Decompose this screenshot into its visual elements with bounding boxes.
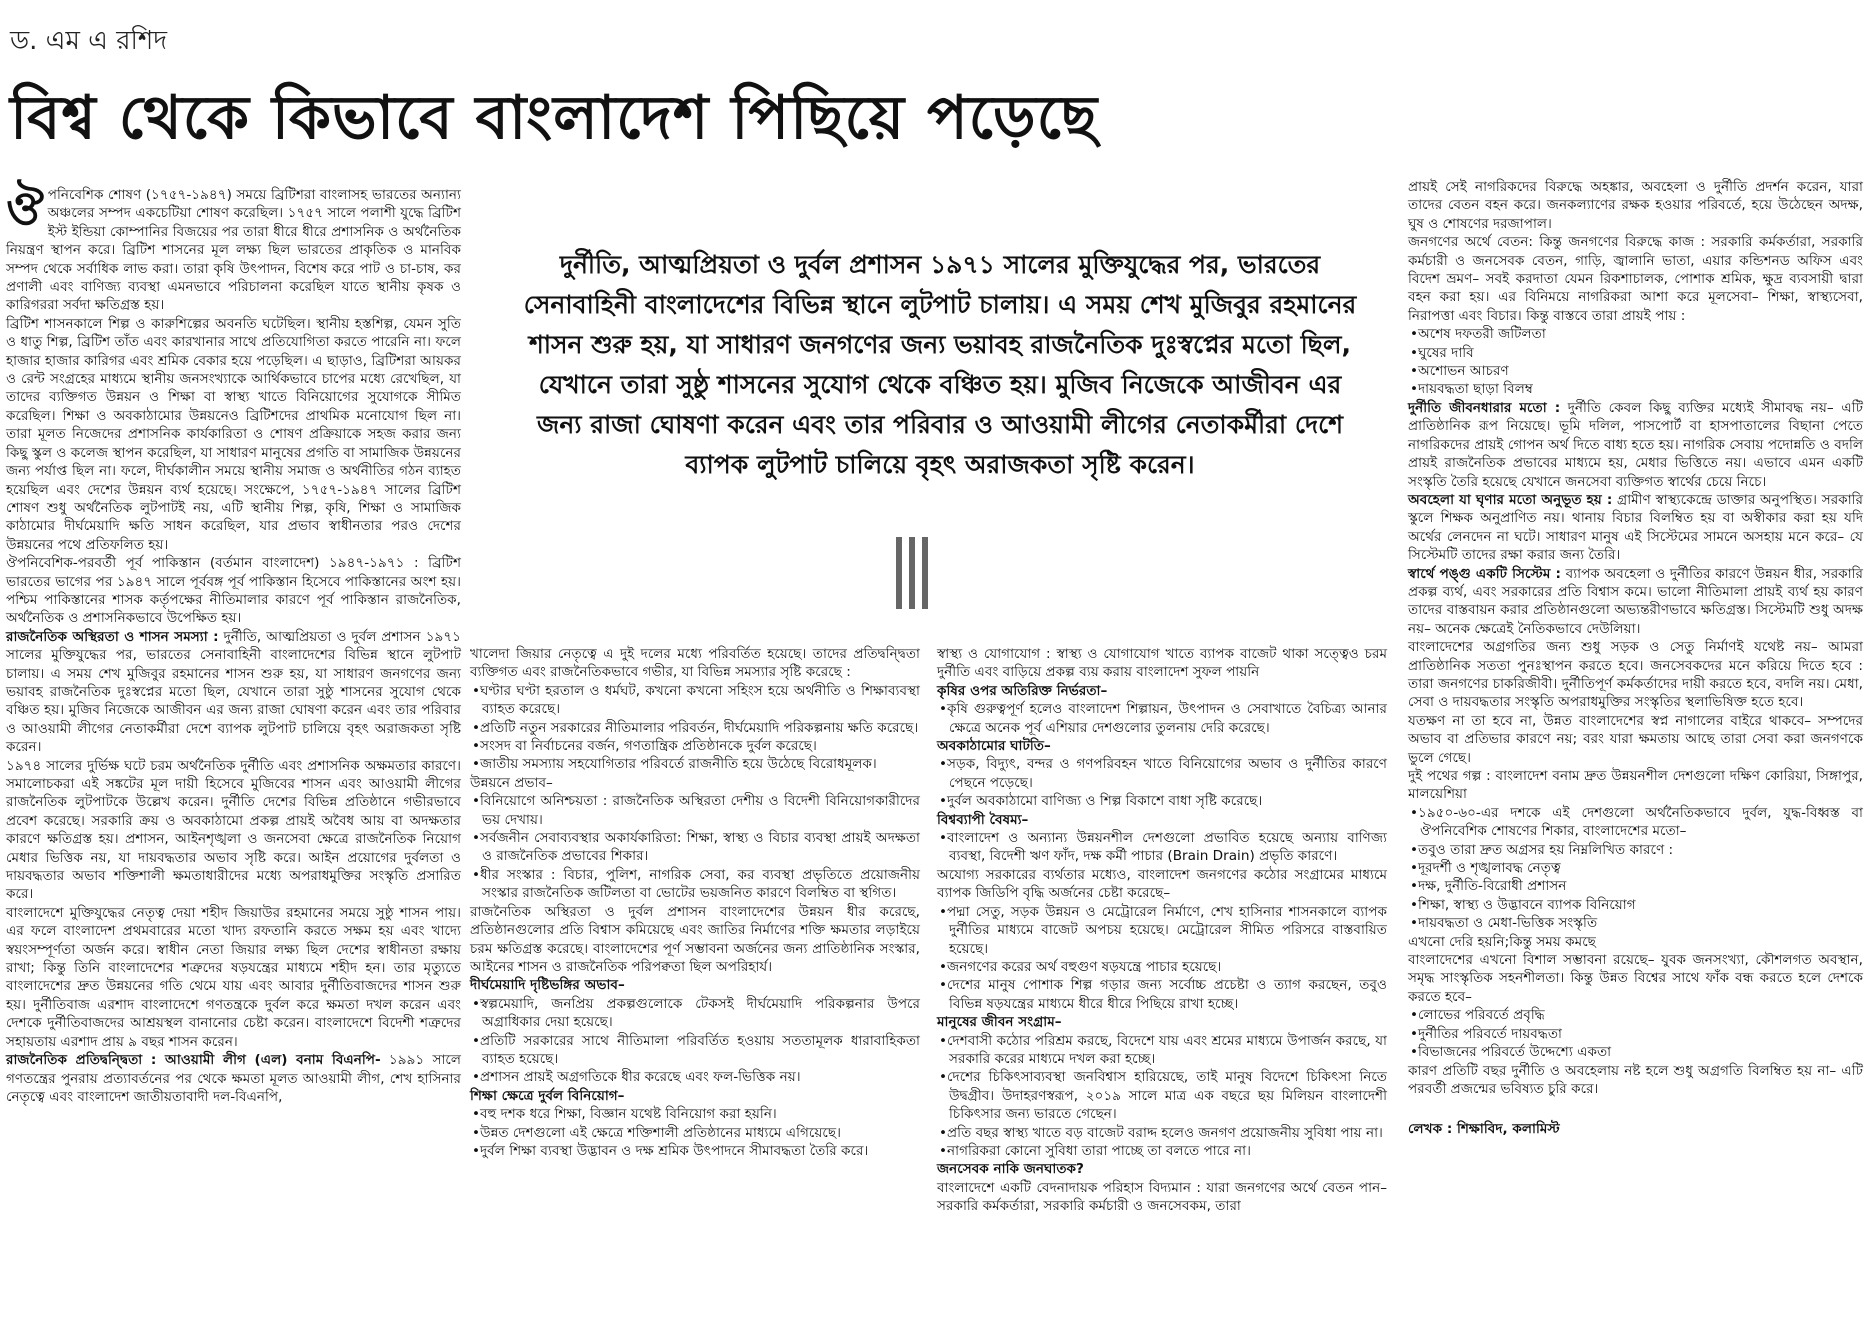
paragraph-text: দুর্বল অবকাঠামো বাণিজ্য ও শিল্প বিকাশে বাধা সৃষ্টি করেছে।: [947, 793, 1263, 810]
paragraph-text: বাংলাদেশে মুক্তিযুদ্ধের নেতৃত্ব দেয়া শহীদ জিয়াউর রহমানের সময়ে সুষ্ঠু শাসন পায়। এর ফলে বাংলাদেশ প্রথমবারের মতো খাদ্য রফতানি করতে সক্ষম হয় এবং খাদ্যে স্বয়ংসম্পূর্ণতা অর্জন করে। স্বাধীন নেতা জিয়ার লক্ষ্য ছিল দেশের স্বাধীনতা রক্ষায় রাখা; কিন্তু তিনি বাংলাদেশের শত্রুদের ষড়যন্ত্রের মাধ্যমে শহীদ হন। তার মৃত্যুতে বাংলাদেশের দ্রুত উন্নয়নের গতি থেমে যায় এবং আবার দুর্নীতিবাজদের শাসন শুরু হয়। দুর্নীতিবাজ এরশাদ বাংলাদেশে গণতন্ত্রকে দুর্বল করে ক্ষমতা দখল করেন এবং দেশকে দুর্নীতিবাজদের আশ্রয়স্থল বানানোর চেষ্টা করেন। বাংলাদেশে বিদেশী শত্রুদের সহায়তায় এরশাদ প্রায় ৯ বছর শাসন করেন।: [6, 904, 461, 1050]
paragraph-text: প্রতিটি সরকারের সাথে নীতিমালা পরিবর্তিত হওয়ায় সততামূলক ধারাবাহিকতা ব্যাহত হয়েছে।: [480, 1032, 920, 1067]
paragraph-text: ১৯৭৪ সালের দুর্ভিক্ষ ঘটে চরম অর্থনৈতিক দুর্নীতি এবং প্রশাসনিক অক্ষমতার কারণে। সমালোচকরা এই সঙ্কটের মূল দায়ী হিসেবে মুজিবের শাসন এবং আওয়ামী লীগের রাজনৈতিক লুটপাটকে উল্লেখ করেন। দুর্নীতি দেশের বিভিন্ন প্রতিষ্ঠানে গভীরভাবে প্রবেশ করেছে। সরকারি ক্রয় ও অবকাঠামো প্রকল্প প্রায়ই অবৈধ আয় বা অদক্ষতার কারণে ক্ষতিগ্রস্ত হয়। প্রশাসন, আইনশৃঙ্খলা ও জনসেবা ক্ষেত্রে রাজনৈতিক নিয়োগ মেধার ভিত্তিক নয়, যা দায়বদ্ধতার অভাব সৃষ্টি করে। আইন প্রয়োগের দুর্বলতা ও দায়বদ্ধতার অভাব শক্তিশালী ক্ষমতাধারীদের মধ্যে অপরাধমুক্তির সংস্কৃতি প্রসারিত করে।: [6, 757, 461, 903]
bullet-item: [1408, 362, 1863, 380]
section-heading: [937, 811, 1387, 829]
paragraph-text: রাজনৈতিক অস্থিরতা ও দুর্বল প্রশাসন বাংলাদেশের উন্নয়ন ধীর করেছে, প্রতিষ্ঠানগুলোর প্রতি বিশ্বাস কমিয়েছে এবং জাতির নির্মাণের শক্তি ক্ষমতার লড়াইয়ে চরম ক্ষতিগ্রস্ত করেছে। বাংলাদেশের পূর্ণ সম্ভাবনা অর্জনের জন্য প্রাতিষ্ঠানিক সংস্কার, আইনের শাসন ও রাজনৈতিক পরিপক্বতা ছিল অপরিহার্য।: [470, 903, 920, 975]
paragraph-text: প্রায়ই সেই নাগরিকদের বিরুদ্ধে অহঙ্কার, অবহেলা ও দুর্নীতি প্রদর্শন করেন, যারা তাদের বেতন বহন করে। জনকল্যাণের রক্ষক হওয়ার পরিবর্তে, হয়ে উঠেছেন অদক্ষ, ঘুষ ও শোষণের দরজাপাল।: [1408, 179, 1863, 232]
paragraph-text: দুই পথের গল্প : বাংলাদেশ বনাম দ্রুত উন্নয়নশীল দেশগুলো দক্ষিণ কোরিয়া, সিঙ্গাপুর, মালয়েশিয়া: [1408, 768, 1863, 803]
author-byline: ড. এম এ রশিদ: [10, 26, 167, 56]
paragraph: [937, 866, 1387, 903]
paragraph-text: জনসেবক নাকি জনঘাতক?: [937, 1161, 1084, 1178]
paragraph-text: জনগণের করের অর্থ বহুগুণ ষড়যন্ত্রে পাচার হয়েছে।: [947, 958, 1222, 975]
paragraph-text: অযোগ্য সরকারের ব্যর্থতার মধ্যেও, বাংলাদেশ জনগণের কঠোর সংগ্রামের মাধ্যমে ব্যাপক জিডিপি বৃদ্ধি অর্জনের চেষ্টা করেছে–: [937, 866, 1387, 902]
author-bio: লেখক : শিক্ষাবিদ, কলামিস্ট: [1408, 1121, 1560, 1138]
bullet-item: [937, 792, 1387, 810]
bullet-item: [470, 1105, 920, 1123]
paragraph-text: কারণ প্রতিটি বছর দুর্নীতি ও অবহেলায় নষ্ট হলে শুধু অগ্রগতি বিলম্বিত হয় না– এটি পরবর্তী প্রজন্মের ভবিষ্যত চুরি করে।: [1408, 1062, 1863, 1097]
paragraph-text: অবকাঠামোর ঘাটতি–: [937, 738, 1051, 755]
paragraph: [6, 181, 461, 315]
paragraph-text: সংসদ বা নির্বাচনের বর্জন, গণতান্ত্রিক প্রতিষ্ঠানকে দুর্বল করেছে।: [480, 738, 817, 755]
paragraph-text: জনগণের অর্থে বেতন: কিন্তু জনগণের বিরুদ্ধে কাজ : সরকারি কর্মকর্তারা, সরকারি কর্মচারী ও জনসেবক বেতন, গাড়ি, জ্বালানি ভাতা, এয়ার কন্ডিশনড অফিস এবং বিদেশ ভ্রমণ– সবই করদাতা যেমন রিকশাচালক, পোশাক শ্রমিক, ক্ষুদ্র ব্যবসায়ী দ্বারা বহন করা হয়। এর বিনিময়ে নাগরিকরা আশা করে মূলসেবা– শিক্ষা, স্বাস্থ্যসেবা, নিরাপত্তা এবং বিচার। কিন্তু বাস্তবে তারা প্রায়ই পায় :: [1408, 234, 1863, 324]
paragraph-text: গ্রামীণ স্বাস্থ্যকেন্দ্রে ডাক্তার অনুপস্থিত। সরকারি স্কুলে শিক্ষক অনুপ্রাণিত নয়। থানায় বিচার বিলম্বিত হয় বা অস্বীকার করা হয় যদি অর্থের লেনদেন না ঘটে। সাধারণ মানুষ এই সিস্টেমের সামনে অসহায় মনে করে– যে সিস্টেমটি তাদের রক্ষা করার জন্য তৈরি।: [1408, 491, 1863, 564]
paragraph-text: বিনিয়োগে অনিশ্চয়তা : রাজনৈতিক অস্থিরতা দেশীয় ও বিদেশী বিনিয়োগকারীদের ভয় দেখায়।: [480, 793, 920, 828]
bullet-item: [937, 903, 1387, 958]
article-column-1: [6, 181, 461, 1106]
paragraph-text: দক্ষ, দুর্নীতি-বিরোধী প্রশাসন: [1418, 878, 1567, 895]
bullet-item: [470, 995, 920, 1032]
paragraph-lead: রাজনৈতিক অস্থিরতা ও শাসন সমস্যা :: [6, 628, 219, 645]
paragraph-text: দুর্বল শিক্ষা ব্যবস্থা উদ্ভাবন ও দক্ষ শ্রমিক উৎপাদনে সীমাবদ্ধতা তৈরি করে।: [480, 1142, 869, 1159]
bullet-item: [1408, 859, 1863, 877]
paragraph-text: তবুও তারা দ্রুত অগ্রসর হয় নিম্নলিখিত কারণে :: [1418, 841, 1674, 858]
paragraph: [1408, 767, 1863, 804]
paragraph: [1408, 933, 1863, 951]
paragraph-text: প্রশাসন প্রায়ই অগ্রগতিকে ধীর করেছে এবং ফল-ভিত্তিক নয়।: [480, 1069, 801, 1086]
paragraph: [6, 628, 461, 757]
bullet-item: [937, 976, 1387, 1013]
paragraph-text: দেশের চিকিৎসাব্যবস্থা জনবিশ্বাস হারিয়েছে, তাই মানুষ বিদেশে চিকিৎসা নিতে উদ্বগ্রীব। উদাহরণস্বরূপ, ২০১৯ সালে মাত্র এক বছরে ছয় মিলিয়ন বাংলাদেশী চিকিৎসার জন্য ভারতে গেছেন।: [947, 1069, 1387, 1123]
paragraph-text: দুর্নীতি, আত্মপ্রিয়তা ও দুর্বল প্রশাসন ১৯৭১ সালের মুক্তিযুদ্ধের পর, ভারতের সেনাবাহিনী বাংলাদেশের বিভিন্ন স্থানে লুটপাট চালায়। এ সময় শেখ মুজিবুর রহমানের শাসন শুরু হয়, যা সাধারণ জনগণের জন্য ভয়াবহ রাজনৈতিক দুঃস্বপ্নের মতো ছিল, যেখানে তারা সুষ্ঠু শাসনের সুযোগ থেকে বঞ্চিত হয়। মুজিব নিজেকে আজীবন এর জন্য রাজা ঘোষণা করেন এবং তার পরিবার ও আওয়ামী লীগের নেতাকর্মীরা দেশে ব্যাপক লুটপাট চালিয়ে বৃহৎ অরাজকতা সৃষ্টি করেন।: [6, 628, 461, 756]
paragraph-text: এখনো দেরি হয়নি;কিন্তু সময় কমছে: [1408, 933, 1596, 950]
drop-cap: ঔ: [6, 181, 44, 235]
paragraph: [6, 904, 461, 1051]
paragraph-text: দীর্ঘমেয়াদি দৃষ্টিভঙ্গির অভাব–: [470, 977, 625, 994]
paragraph-text: খালেদা জিয়ার নেতৃত্বে এ দুই দলের মধ্যে পরিবর্তিত হয়েছে। তাদের প্রতিদ্বন্দ্বিতা ব্যক্তিগত এবং রাজনৈতিকভাবে গভীর, যা বিভিন্ন সমস্যার সৃষ্টি করেছে :: [470, 646, 920, 681]
paragraph: [1408, 951, 1863, 1006]
paragraph-text: ১৯৫০-৬০-এর দশকে এই দেশগুলো অর্থনৈতিকভাবে দুর্বল, যুদ্ধ-বিধ্বস্ত বা ঔপনিবেশিক শোষণের শিকার, বাংলাদেশের মতো–: [1418, 804, 1863, 840]
article-column-3: [937, 645, 1387, 1216]
bullet-item: [937, 1124, 1387, 1142]
paragraph-text: পদ্মা সেতু, সড়ক উন্নয়ন ও মেট্রোরেল নির্মাণে, শেখ হাসিনার শাসনকালে ব্যাপক দুর্নীতির মাধ্যমে বাজেট অপচয় হয়েছে। মেট্রোরেল সীমিত পরিসরে বাস্তবায়িত হয়েছে।: [947, 903, 1387, 957]
paragraph: [1408, 178, 1863, 233]
article-column-4: [1408, 178, 1863, 1139]
bullet-item: [470, 1124, 920, 1142]
paragraph-lead: রাজনৈতিক প্রতিদ্বন্দ্বিতা : আওয়ামী লীগ (এল) বনাম বিএনপি-: [6, 1052, 381, 1069]
paragraph: [937, 1179, 1387, 1216]
bullet-item: [1408, 877, 1863, 895]
paragraph-text: ঘুষের দাবি: [1418, 344, 1474, 361]
bullet-item: [470, 829, 920, 866]
bullet-item: [1408, 841, 1863, 859]
paragraph-text: স্বাস্থ্য ও যোগাযোগ : স্বাস্থ্য ও যোগাযোগ খাতে ব্যাপক বাজেট থাকা সত্ত্বেও চরম দুর্নীতি এবং বাড়িয়ে প্রকল্প ব্যয় করায় বাংলাদেশ সুফল পায়নি: [937, 646, 1387, 681]
paragraph-text: লোভের পরিবর্তে প্রবৃদ্ধি: [1418, 1007, 1545, 1024]
bullet-item: [937, 1068, 1387, 1123]
bullet-item: [470, 755, 920, 773]
bullet-item: [1408, 344, 1863, 362]
bullet-item: [937, 700, 1387, 737]
paragraph: [6, 554, 461, 628]
section-heading: [937, 737, 1387, 755]
pull-quote-separator: [896, 537, 928, 609]
paragraph: [470, 903, 920, 977]
paragraph: [1408, 638, 1863, 712]
paragraph-text: শিক্ষা ক্ষেত্রে দুর্বল বিনিয়োগ–: [470, 1087, 625, 1104]
paragraph-text: জাতীয় সমস্যায় সহযোগিতার পরিবর্তে রাজনীতি হয়ে উঠেছে বিরোধমূলক।: [480, 756, 877, 773]
bullet-item: [937, 958, 1387, 976]
paragraph: [1408, 1062, 1863, 1099]
paragraph-text: অশোভন আচরণ: [1418, 363, 1509, 380]
paragraph-text: দায়বদ্ধতা ও মেধা-ভিত্তিক সংস্কৃতি: [1418, 915, 1598, 932]
paragraph-text: উন্নয়নে প্রভাব–: [470, 774, 553, 791]
paragraph-text: যতক্ষণ না তা হবে না, উন্নত বাংলাদেশের স্বপ্ন নাগালের বাইরে থাকবে– সম্পদের অভাব বা প্রতিভার কারণে নয়; বরং যারা ক্ষমতায় আছে তারা সেবা করা জনগণকে ভুলে গেছে।: [1408, 712, 1863, 766]
bullet-item: [1408, 896, 1863, 914]
paragraph: [1408, 491, 1863, 565]
section-heading: [937, 1013, 1387, 1031]
bullet-item: [470, 682, 920, 719]
paragraph-text: স্বল্পমেয়াদি, জনপ্রিয় প্রকল্পগুলোকে টেকসই দীর্ঘমেয়াদি পরিকল্পনার উপরে অগ্রাধিকার দেয়া হয়েছে।: [480, 995, 920, 1031]
paragraph-lead: দুর্নীতি জীবনধারার মতো :: [1408, 399, 1561, 416]
bullet-item: [470, 866, 920, 903]
paragraph-text: নাগরিকরা কোনো সুবিধা তারা পাচ্ছে তা বলতে পারে না।: [947, 1142, 1251, 1159]
headline: বিশ্ব থেকে কিভাবে বাংলাদেশ পিছিয়ে পড়েছে: [10, 83, 1099, 153]
paragraph: [1408, 399, 1863, 491]
paragraph-text: সড়ক, বিদ্যুৎ, বন্দর ও গণপরিবহন খাতে বিনিয়োগের অভাব ও দুর্নীতির কারণে পেছনে পড়েছে।: [947, 756, 1387, 791]
paragraph: [937, 645, 1387, 682]
bullet-item: [1408, 380, 1863, 398]
paragraph-text: দায়বদ্ধতা ছাড়া বিলম্ব: [1418, 381, 1533, 398]
paragraph-text: বাংলাদেশে একটি বেদনাদায়ক পরিহাস বিদ্যমান : যারা জনগণের অর্থে বেতন পান– সরকারি কর্মকর্তারা, সরকারি কর্মচারী ও জনসেবকম, তারা: [937, 1179, 1387, 1215]
paragraph: [1408, 565, 1863, 639]
paragraph-text: ব্যাপক অবহেলা ও দুর্নীতির কারণে উন্নয়ন ধীর, সরকারি প্রকল্প ব্যর্থ, এবং সরকারের প্রতি বিশ্বাস কমে। ভালো নীতিমালা প্রায়ই ব্যর্থ হয় কারণ তাদের বাস্তবায়ন করার প্রতিষ্ঠানগুলো অভ্যন্তরীণভাবে ক্ষতিগ্রস্ত। সিস্টেমটি শুধু অদক্ষ নয়– অনেক ক্ষেত্রেই নৈতিকভাবে দেউলিয়া।: [1408, 565, 1864, 637]
paragraph-text: বিভাজনের পরিবর্তে উদ্দেশ্যে একতা: [1418, 1044, 1612, 1061]
paragraph-text: প্রতিটি নতুন সরকারের নীতিমালার পরিবর্তন, দীর্ঘমেয়াদি পরিকল্পনায় ক্ষতি করেছে।: [480, 719, 919, 736]
paragraph-text: ঔপনিবেশিক-পরবর্তী পূর্ব পাকিস্তান (বর্তমান বাংলাদেশ) ১৯৪৭-১৯৭১ : ব্রিটিশ ভারতের ভাগের পর ১৯৪৭ সালে পূর্ববঙ্গ পূর্ব পাকিস্তান হিসেবে পাকিস্তানের অংশ হয়। পশ্চিম পাকিস্তানের শাসক কর্তৃপক্ষের নীতিমালার কারণে পূর্ব পাকিস্তান রাজনৈতিক, অর্থনৈতিক ও প্রশাসনিকভাবে উপেক্ষিত হয়।: [6, 555, 461, 627]
paragraph-text: শিক্ষা, স্বাস্থ্য ও উদ্ভাবনে ব্যাপক বিনিয়োগ: [1418, 896, 1636, 913]
paragraph-text: ধীর সংস্কার : বিচার, পুলিশ, নাগরিক সেবা, কর ব্যবস্থা প্রভৃতিতে প্রয়োজনীয় সংস্কার রাজনৈতিক জটিলতা বা ভোটের ভয়জনিত কারণে বিলম্বিত বা স্থগিত।: [480, 866, 920, 902]
bullet-item: [1408, 1025, 1863, 1043]
bullet-item: [937, 1032, 1387, 1069]
paragraph-text: বিশ্বব্যাপী বৈষম্য–: [937, 811, 1029, 828]
paragraph-text: অশেষ দফতরী জটিলতা: [1418, 326, 1546, 343]
paragraph-text: দেশবাসী কঠোর পরিশ্রম করছে, বিদেশে যায় এবং শ্রমের মাধ্যমে উপার্জন করছে, যা সরকারি করের মাধ্যমে দখল করা হচ্ছে।: [947, 1032, 1387, 1067]
paragraph-text: দুর্নীতির পরিবর্তে দায়বদ্ধতা: [1418, 1025, 1562, 1042]
paragraph: [470, 645, 920, 682]
article-column-2: [470, 645, 920, 1160]
paragraph-text: বাংলাদেশ ও অন্যান্য উন্নয়নশীল দেশগুলো প্রভাবিত হয়েছে অন্যায় বাণিজ্য ব্যবস্থা, বিদেশী ঋণ ফাঁদ, দক্ষ কর্মী পাচার (Brain Drain) প্রভৃতি কারণে।: [947, 830, 1387, 865]
paragraph-text: বাংলাদেশের অগ্রগতির জন্য শুধু সড়ক ও সেতু নির্মাণই যথেষ্ট নয়– আমরা প্রাতিষ্ঠানিক সততা পুনঃস্থাপন করতে হবে। জনসেবকদের মনে করিয়ে দিতে হবে : তারা জনগণের চাকরিজীবী। দুর্নীতিপূর্ণ কর্মকর্তাদের দায়ী করতে হবে, বদলি নয়। মেধা, সেবা ও দায়বদ্ধতার সংস্কৃতি অপরাধমুক্তির সংস্কৃতির স্থলাভিষিক্ত হতে হবে।: [1408, 639, 1863, 711]
bullet-item: [937, 755, 1387, 792]
paragraph: [6, 757, 461, 904]
bullet-item: [470, 737, 920, 755]
bullet-item: [470, 1032, 920, 1069]
paragraph-text: দুর্নীতি কেবল কিছু ব্যক্তির মধ্যেই সীমাবদ্ধ নয়– এটি প্রাতিষ্ঠানিক রূপ নিয়েছে। ভূমি দলিল, পাসপোর্ট বা হাসপাতালের বিছানা পেতে নাগরিকদের প্রায়ই গোপন অর্থ দিতে বাধ্য হতে হয়। নাগরিক সেবায় পদোন্নতি ও বদলি প্রায়ই রাজনৈতিক প্রভাবের মাধ্যমে হয়, মেধার ভিত্তিতে নয়। এভাবে এমন একটি সংস্কৃতি তৈরি হয়েছে যেখানে জনসেবা ব্যক্তিগত স্বার্থের চেয়ে নিচে।: [1408, 399, 1863, 490]
bullet-item: [1408, 804, 1863, 841]
bullet-item: [1408, 1006, 1863, 1024]
section-heading: [470, 976, 920, 994]
paragraph-text: প্রতি বছর স্বাস্থ্য খাতে বড় বাজেট বরাদ্দ হলেও জনগণ প্রয়োজনীয় সুবিধা পায় না।: [947, 1124, 1383, 1141]
bullet-item: [1408, 914, 1863, 932]
paragraph-lead: স্বার্থে পঙ্গু একটি সিস্টেম :: [1408, 565, 1561, 582]
paragraph-text: কৃষি গুরুত্বপূর্ণ হলেও বাংলাদেশ শিল্পায়ন, উৎপাদন ও সেবাখাতে বৈচিত্র্য আনার ক্ষেত্রে অনেক পূর্ব এশিয়ার দেশগুলোর তুলনায় দেরি করেছে।: [947, 701, 1387, 736]
paragraph: [1408, 712, 1863, 767]
paragraph: [470, 774, 920, 792]
section-heading: [937, 1160, 1387, 1178]
bullet-item: [470, 1068, 920, 1086]
paragraph-text: ব্রিটিশ শাসনকালে শিল্প ও কারুশিল্পের অবনতি ঘটেছিল। স্থানীয় হস্তশিল্প, যেমন সুতি ও ধাতু শিল্প, ব্রিটিশ তাঁত এবং কারখানার সাথে প্রতিযোগিতা করতে পারেনি না। ফলে হাজার হাজার কারিগর এবং শ্রমিক বেকার হয়ে পড়েছিল। এ ছাড়াও, ব্রিটিশরা আয়কর ও রেন্ট সংগ্রহের মাধ্যমে স্থানীয় জনসংখ্যাকে আর্থিকভাবে চাপের মধ্যে রেখেছিল, যা তাদের ব্যক্তিগত উন্নয়ন ও শিক্ষা বা স্বাস্থ্য খাতে বিনিয়োগের সুযোগকে সীমিত করেছিল। শিক্ষা ও অবকাঠামোর উন্নয়নেও ব্রিটিশদের প্রাথমিক মনোযোগ ছিল না। তারা মূলত নিজেদের প্রশাসনিক কার্যকারিতা ও শোষণ প্রক্রিয়াকে সহজ করার জন্য কিছু স্কুল ও কলেজ স্থাপন করেছিল, যা সাধারণ মানুষের প্রগতি বা সামাজিক উন্নয়নের জন্য পর্যাপ্ত ছিল না। ফলে, দীর্ঘকালীন সময়ে স্থানীয় সমাজ ও অর্থনীতির গঠন ব্যাহত হয়েছিল এবং দেশের উন্নয়ন ব্যর্থ হয়েছে। সংক্ষেপে, ১৭৫৭-১৯৪৭ সালের ব্রিটিশ শোষণ শুধু অর্থনৈতিক লুটপাটই নয়, এটি স্থানীয় শিল্প, কৃষি, শিক্ষা ও সামাজিক কাঠামোর দীর্ঘমেয়াদি ক্ষতি সাধন করেছিল, যার প্রভাব স্বাধীনতার পরও দেশের উন্নয়নের পথে প্রতিফলিত হয়।: [6, 315, 461, 553]
bullet-item: [1408, 325, 1863, 343]
paragraph-text: ঘণ্টার ঘণ্টা হরতাল ও ধর্মঘট, কখনো কখনো সহিংস হয়ে অর্থনীতি ও শিক্ষাব্যবস্থা ব্যাহত করেছে।: [480, 682, 920, 718]
bullet-item: [937, 829, 1387, 866]
section-heading: [470, 1087, 920, 1105]
paragraph-text: সর্বজনীন সেবাব্যবস্থার অকার্যকারিতা: শিক্ষা, স্বাস্থ্য ও বিচার ব্যবস্থা প্রায়ই অদক্ষতা ও রাজনৈতিক প্রভাবের শিকার।: [480, 830, 920, 865]
bullet-item: [470, 792, 920, 829]
bullet-item: [470, 1142, 920, 1160]
paragraph-text: দেশের মানুষ পোশাক শিল্প গড়ার জন্য সর্বোচ্চ প্রচেষ্টা ও ত্যাগ করছেন, তবুও বিভিন্ন ষড়যন্ত্রের মাধ্যমে ধীরে ধীরে পিছিয়ে রাখা হচ্ছে।: [947, 977, 1387, 1012]
bullet-item: [470, 719, 920, 737]
paragraph-lead: অবহেলা যা ঘৃণার মতো অনুভূত হয় :: [1408, 491, 1613, 508]
bullet-item: [937, 1142, 1387, 1160]
pull-quote: দুর্নীতি, আত্মপ্রিয়তা ও দুর্বল প্রশাসন ১৯৭১ সালের মুক্তিযুদ্ধের পর, ভারতের সেনাবাহিনী বাংলাদেশের বিভিন্ন স্থানে লুটপাট চালায়। এ সময় শেখ মুজিবুর রহমানের শাসন শুরু হয়, যা সাধারণ জনগণের জন্য ভয়াবহ রাজনৈতিক দুঃস্বপ্নের মতো ছিল, যেখানে তারা সুষ্ঠু শাসনের সুযোগ থেকে বঞ্চিত হয়। মুজিব নিজেকে আজীবন এর জন্য রাজা ঘোষণা করেন এবং তার পরিবার ও আওয়ামী লীগের নেতাকর্মীরা দেশে ব্যাপক লুটপাট চালিয়ে বৃহৎ অরাজকতা সৃষ্টি করেন।: [523, 250, 1357, 479]
paragraph-text: বাংলাদেশের এখনো বিশাল সম্ভাবনা রয়েছে– যুবক জনসংখ্যা, কৌশলগত অবস্থান, সমৃদ্ধ সাংস্কৃতিক সহনশীলতা। কিন্তু উন্নত বিশ্বের সাথে ফাঁক বন্ধ করতে হলে দেশকে করতে হবে–: [1408, 952, 1863, 1005]
paragraph-text: কৃষির ওপর অতিরিক্ত নির্ভরতা–: [937, 682, 1108, 699]
paragraph-text: ১৯৯১ সালে গণতন্ত্রের পুনরায় প্রত্যাবর্তনের পর থেকে ক্ষমতা মূলত আওয়ামী লীগ, শেখ হাসিনার নেতৃত্বে এবং বাংলাদেশ জাতীয়তাবাদী দল-বিএনপি,: [6, 1052, 461, 1105]
paragraph-text: দূরদর্শী ও শৃঙ্খলাবদ্ধ নেতৃত্ব: [1418, 860, 1561, 877]
paragraph-text: বহু দশক ধরে শিক্ষা, বিজ্ঞান যথেষ্ট বিনিয়োগ করা হয়নি।: [480, 1106, 777, 1123]
paragraph: [6, 1051, 461, 1106]
paragraph-text: মানুষের জীবন সংগ্রাম–: [937, 1014, 1062, 1031]
paragraph: [1408, 233, 1863, 325]
paragraph-text: উন্নত দেশগুলো এই ক্ষেত্রে শক্তিশালী প্রতিষ্ঠানের মাধ্যমে এগিয়েছে।: [480, 1124, 841, 1141]
paragraph: [6, 315, 461, 554]
bullet-item: [1408, 1043, 1863, 1061]
paragraph-text: পনিবেশিক শোষণ (১৭৫৭-১৯৪৭) সময়ে ব্রিটিশরা বাংলাসহ ভারতের অন্যান্য অঞ্চলের সম্পদ একচেটিয়া শোষণ করেছিল। ১৭৫৭ সালে পলাশী যুদ্ধে ব্রিটিশ ইস্ট ইন্ডিয়া কোম্পানির বিজয়ের পর তারা ধীরে ধীরে প্রশাসনিক ও অর্থনৈতিক নিয়ন্ত্রণ স্থাপন করে। ব্রিটিশ শাসনের মূল লক্ষ্য ছিল ভারতের প্রাকৃতিক ও মানবিক সম্পদ থেকে সর্বাধিক লাভ করা। তারা কৃষি উৎপাদন, বিশেষ করে পাট ও চা-চাষ, কর প্রণালী এবং বাণিজ্য ব্যবস্থা এমনভাবে পরিচালনা করেছিল যাতে স্থানীয় কৃষক ও কারিগররা সর্বদা ক্ষতিগ্রস্ত হয়।: [6, 187, 461, 314]
section-heading: [937, 682, 1387, 700]
